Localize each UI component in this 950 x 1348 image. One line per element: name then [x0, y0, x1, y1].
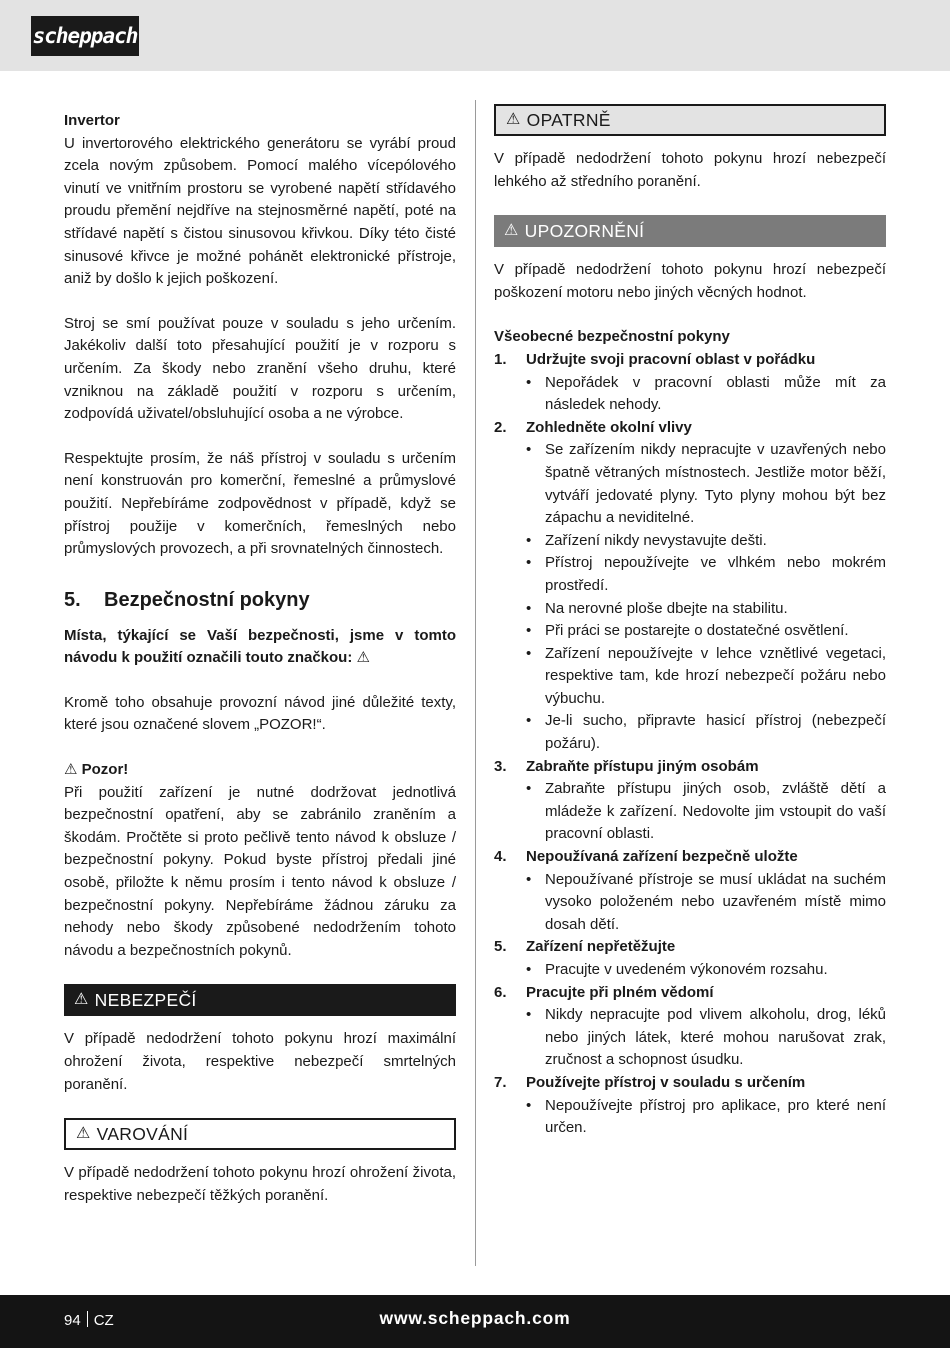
bullet-icon: • — [526, 780, 532, 798]
danger-label-box — [64, 984, 456, 1016]
bullet-icon: • — [526, 644, 532, 662]
safety-section-heading — [494, 417, 886, 440]
warning-label: VAROVÁNÍ — [96, 1123, 189, 1144]
list-item-text: Zařízení nepoužívejte v lehce vznětlivé vegetaci, respektive tam, kde hrozí nebezpečí požáru nebo výbuchu. — [545, 644, 886, 707]
safety-section-number: 4. — [494, 848, 507, 866]
pozor-note-text: Kromě toho obsahuje provozní návod jiné důležité texty, které jsou označené slovem „POZOR!“. — [64, 693, 456, 734]
safety-section-number: 3. — [494, 757, 507, 775]
bullet-icon: • — [526, 870, 532, 888]
warning-label-box — [64, 1118, 456, 1150]
list-item-text: Zařízení nikdy nevystavujte dešti. — [545, 531, 767, 549]
list-item-text: Přístroj nepoužívejte ve vlhkém nebo mokrém prostředí. — [545, 554, 886, 594]
safety-sections-list — [494, 349, 886, 1140]
safety-section-title: Nepoužívaná zařízení bezpečně uložte — [526, 848, 798, 866]
safety-section-heading — [494, 846, 886, 869]
safety-section-title: Používejte přístroj v souladu s určením — [526, 1073, 806, 1091]
left-column — [64, 110, 456, 1207]
list-item-text: Se zařízením nikdy nepracujte v uzavřených nebo špatně větraných místnostech. Jestliže motor běží, vytváří jedovaté plyny. Tyto plyny mohou být bez zápachu a neviditelné. — [545, 441, 886, 527]
safety-marking-text: Místa, týkající se Vaší bezpečnosti, jsme v tomto návodu k použití označili touto značkou: ⚠ — [64, 626, 456, 667]
list-item — [494, 552, 886, 597]
list-item-text: Pracujte v uvedeném výkonovém rozsahu. — [545, 961, 828, 978]
list-item-text: Nepoužívané přístroje se musí ukládat na suchém vysoko položeném nebo uzavřeném místě mimo dosah dětí. — [545, 870, 886, 933]
caution-label: OPATRNĚ — [526, 109, 611, 130]
safety-section-title: Zabraňte přístupu jiným osobám — [526, 757, 759, 775]
safety-section-heading — [494, 982, 886, 1005]
inverter-text: U invertorového elektrického generátoru se vyrábí proud zcela novým způsobem. Pomocí malého vícepólového vinutí ve vnitřním prostoru se vyrobené napětí střídavého proudu přemění nejdříve na stejnosměrné napětí, poté na střídavé napětí s čistou sinusovou křivkou. Díky této čisté sinusové křivce je možné pohánět elektronické přístroje, aniž by došlo k jejich poškození. — [64, 134, 456, 288]
page-header — [0, 0, 950, 71]
safety-section-heading — [494, 1072, 886, 1095]
notice-label-box — [494, 215, 886, 247]
warning-triangle-icon: ⚠ — [64, 761, 78, 779]
warning-triangle-icon: ⚠ — [76, 1124, 91, 1142]
danger-text: V případě nedodržení tohoto pokynu hrozí maximální ohrožení života, respektive nebezpečí smrtelných poranění. — [64, 1030, 456, 1093]
bullet-icon: • — [526, 373, 532, 391]
safety-section-heading — [494, 756, 886, 779]
section-number: 5. — [64, 588, 81, 611]
list-item-text: Nikdy nepracujte pod vlivem alkoholu, drog, léků nebo jiných látek, které mohou narušovat zrak, zručnost a schopnost úsudku. — [545, 1006, 886, 1069]
list-item — [494, 869, 886, 937]
column-divider — [475, 100, 476, 1266]
list-item-text: Nepoužívejte přístroj pro aplikace, pro které není určen. — [545, 1096, 886, 1137]
safety-section-number: 6. — [494, 983, 507, 1001]
list-item — [494, 710, 886, 755]
section-heading — [64, 587, 456, 613]
list-item — [494, 530, 886, 553]
bullet-icon: • — [526, 961, 532, 978]
bullet-icon: • — [526, 599, 532, 617]
danger-label: NEBEZPEČÍ — [94, 990, 197, 1011]
list-item — [494, 1004, 886, 1072]
bullet-icon: • — [526, 712, 532, 730]
general-safety-title: Všeobecné bezpečnostní pokyny — [494, 328, 730, 346]
bullet-icon: • — [526, 441, 532, 459]
notice-label: UPOZORNĚNÍ — [524, 220, 645, 241]
intended-use-text: Stroj se smí používat pouze v souladu s jeho určením. Jakékoliv další toto přesahující použití je v rozporu s určením. Za škody nebo zranění všeho druhu, které vzniknou na základě použití v rozporu s určením, zodpovídá uživatel/obsluhující osoba a ne výrobce. — [64, 314, 456, 423]
safety-section-number: 7. — [494, 1073, 507, 1091]
section-title: Bezpečnostní pokyny — [104, 588, 310, 611]
notice-text: V případě nedodržení tohoto pokynu hrozí nebezpečí poškození motoru nebo jiných věcných hodnot. — [494, 261, 886, 301]
safety-section-heading — [494, 936, 886, 959]
list-item — [494, 598, 886, 621]
warning-triangle-icon: ⚠ — [74, 991, 89, 1009]
safety-section-number: 5. — [494, 938, 507, 956]
list-item-text: Zabraňte přístupu jiných osob, zvláště dětí a mládeže k zařízení. Nedovolte jim vstoupit do vaší pracovní oblasti. — [545, 780, 886, 843]
warning-text: V případě nedodržení tohoto pokynu hrozí ohrožení života, respektive nebezpečí těžkých poranění. — [64, 1164, 456, 1204]
list-item — [494, 1095, 886, 1140]
list-item — [494, 439, 886, 529]
language-code: CZ — [93, 1312, 114, 1329]
list-item — [494, 959, 886, 982]
safety-section-number: 1. — [494, 350, 507, 368]
page-footer — [0, 1295, 950, 1348]
bullet-icon: • — [526, 1096, 532, 1114]
safety-section-title: Pracujte při plném vědomí — [526, 983, 714, 1001]
pozor-heading — [64, 759, 456, 782]
safety-section-title: Zařízení nepřetěžujte — [526, 938, 676, 956]
bullet-icon: • — [526, 531, 532, 549]
list-item — [494, 620, 886, 643]
safety-section-heading — [494, 349, 886, 372]
bullet-icon: • — [526, 554, 532, 572]
page-number-value: 94 — [64, 1312, 81, 1329]
list-item-text: Je-li sucho, připravte hasicí přístroj (nebezpečí požáru). — [545, 712, 886, 753]
bullet-icon: • — [526, 1006, 532, 1024]
list-item-text: Nepořádek v pracovní oblasti může mít za následek nehody. — [545, 373, 886, 414]
list-item-text: Při práci se postarejte o dostatečné osvětlení. — [545, 622, 849, 640]
brand-logo: scheppach — [31, 16, 139, 56]
right-column — [494, 104, 886, 1140]
pozor-title: Pozor! — [81, 761, 129, 779]
list-item — [494, 643, 886, 711]
caution-label-box — [494, 104, 886, 136]
warning-triangle-icon: ⚠ — [504, 221, 519, 239]
warning-triangle-icon: ⚠ — [506, 110, 521, 128]
safety-section-title: Zohledněte okolní vlivy — [526, 418, 692, 436]
website-url: www.scheppach.com — [379, 1308, 571, 1328]
safety-section-title: Udržujte svoji pracovní oblast v pořádku — [526, 350, 816, 368]
bullet-icon: • — [526, 622, 532, 640]
list-item — [494, 778, 886, 846]
commercial-use-text: Respektujte prosím, že náš přístroj v souladu s určením není konstruován pro komerční, řemeslné a průmyslové použití. Nepřebíráme zodpovědnost v případě, když se přístroj použije v komerčních, řemeslných nebo průmyslových provozech, a při srovnatelných činnostech. — [64, 449, 456, 558]
safety-section-number: 2. — [494, 418, 507, 436]
list-item-text: Na nerovné ploše dbejte na stabilitu. — [545, 599, 788, 617]
pozor-text: Při použití zařízení je nutné dodržovat jednotlivá bezpečnostní opatření, aby se zabránilo zraněním a škodám. Pročtěte si proto pečlivě tento návod k obsluze / bezpečnostní pokyny. Pokud byste přístroj předali jiné osobě, přiložte k němu prosím i tento návod k obsluze / bezpečnostní pokyny. Nepřebíráme žádnou záruku za nehody nebo škody způsobené nedodržením tohoto návodu a bezpečnostních pokynů. — [64, 783, 456, 959]
caution-text: V případě nedodržení tohoto pokynu hrozí nebezpečí lehkého až středního poranění. — [494, 150, 886, 190]
list-item — [494, 372, 886, 417]
inverter-title: Invertor — [64, 112, 120, 129]
